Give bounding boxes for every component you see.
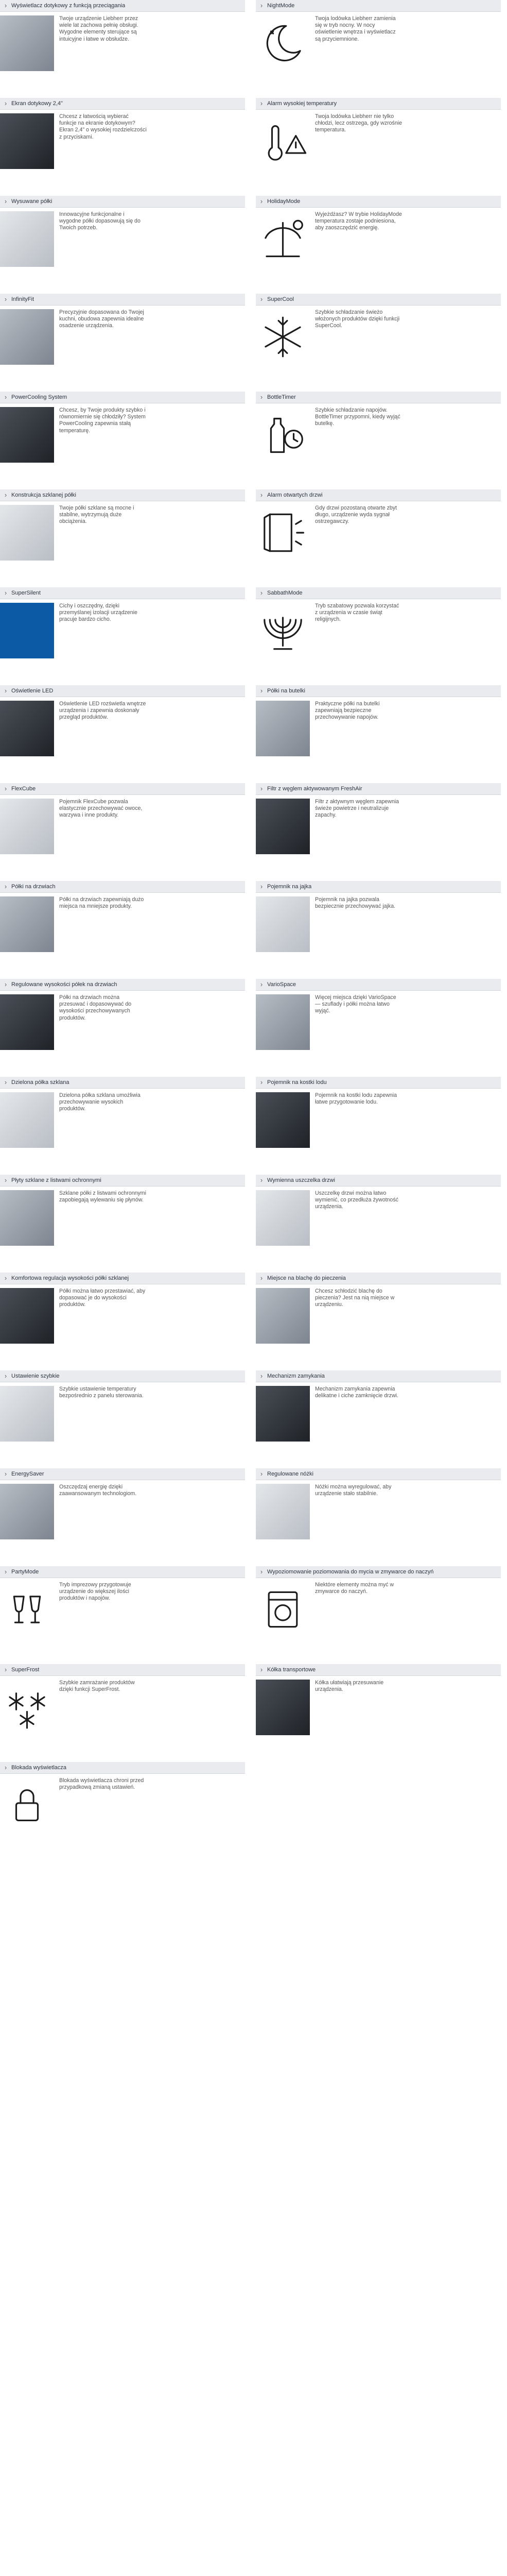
door-seal-photo — [256, 1190, 310, 1246]
feature-title: Płyty szklane z listwami ochronnymi — [11, 1177, 101, 1183]
feature-title: FlexCube — [11, 786, 36, 792]
feature-header[interactable] — [0, 1468, 245, 1480]
glass-plate-photo — [0, 1190, 54, 1246]
feature-title: VarioSpace — [267, 981, 296, 988]
feature-description: Szybkie ustawienie temperatury bezpośrednio z panelu sterowania. — [59, 1386, 144, 1399]
chevron-right-icon: › — [4, 491, 7, 499]
feature-title: Ekran dotykowy 2,4" — [11, 100, 63, 107]
fresh-air-filter-photo — [256, 799, 310, 854]
feature-card — [0, 1370, 245, 1445]
feature-card — [256, 587, 501, 662]
feature-description: Twoje półki szklane są mocne i stabilne, wytrzymują duże obciążenia. — [59, 505, 134, 525]
feature-card — [0, 881, 245, 955]
chevron-right-icon: › — [4, 197, 7, 205]
feature-title: Wyświetlacz dotykowy z funkcją przeciągania — [11, 3, 126, 9]
feature-title: SabbathMode — [267, 590, 303, 596]
feature-header[interactable] — [256, 1370, 501, 1382]
feature-description: Twoja lodówka Liebherr nie tylko chłodzi, lecz ostrzega, gdy wzrośnie temperatura. — [315, 113, 402, 133]
feature-card — [0, 392, 245, 466]
feature-header[interactable] — [0, 1566, 245, 1578]
feature-card — [0, 489, 245, 564]
feature-description: Chcesz schłodzić blachę do pieczenia? Jest na nią miejsce w urządzeniu. — [315, 1288, 395, 1308]
feature-card — [0, 294, 245, 368]
feature-description: Praktyczne półki na butelki zapewniają bezpieczne przechowywanie napojów. — [315, 701, 380, 721]
infinityfit-photo — [0, 309, 54, 365]
feature-card — [256, 1664, 501, 1738]
feature-description: Innowacyjne funkcjonalne i wygodne półki dopasowują się do Twoich potrzeb. — [59, 211, 141, 231]
door-alarm-icon — [256, 505, 310, 561]
feature-header[interactable] — [256, 294, 501, 306]
feature-card — [256, 1273, 501, 1347]
feature-description: Dzielona półka szklana umożliwia przechowywanie wysokich produktów. — [59, 1092, 141, 1112]
transport-wheels-photo — [256, 1680, 310, 1735]
feature-header[interactable] — [256, 489, 501, 501]
feature-header[interactable] — [0, 196, 245, 208]
feature-description: Blokada wyświetlacza chroni przed przypadkową zmianą ustawień. — [59, 1777, 144, 1791]
chevron-right-icon: › — [4, 295, 7, 303]
feature-card — [256, 685, 501, 759]
feature-description: Półki na drzwiach zapewniają dużo miejsca na mniejsze produkty. — [59, 896, 144, 910]
feature-title: SuperFrost — [11, 1667, 40, 1673]
feature-description: Precyzyjnie dopasowana do Twojej kuchni, obudowa zapewnia idealne osadzenie urządzenia. — [59, 309, 144, 329]
feature-card — [256, 979, 501, 1053]
feature-description: Półki można łatwo przestawiać, aby dopasować je do wysokości produktów. — [59, 1288, 146, 1308]
chevron-right-icon: › — [4, 785, 7, 792]
display-lock-icon — [0, 1777, 54, 1833]
feature-title: InfinityFit — [11, 296, 34, 302]
feature-card — [0, 587, 245, 662]
feature-title: Regulowane wysokości półek na drzwiach — [11, 981, 117, 988]
chevron-right-icon: › — [260, 1666, 263, 1673]
touchscreen-photo — [0, 113, 54, 169]
chevron-right-icon: › — [4, 1372, 7, 1380]
moon-icon — [256, 15, 310, 71]
temperature-alarm-icon — [256, 113, 310, 169]
chevron-right-icon: › — [260, 197, 263, 205]
feature-card — [0, 1468, 245, 1543]
chevron-right-icon: › — [4, 1470, 7, 1478]
party-glasses-icon — [0, 1582, 54, 1637]
chevron-right-icon: › — [4, 883, 7, 890]
feature-card — [0, 783, 245, 857]
closing-mechanism-photo — [256, 1386, 310, 1442]
feature-description: Chcesz z łatwością wybierać funkcje na ekranie dotykowym? Ekran 2,4" o wysokiej rozdzielczości z przyciskami. — [59, 113, 147, 140]
feature-header[interactable] — [0, 0, 245, 12]
feature-description: Twoja lodówka Liebherr zamienia się w tryb nocny. W nocy oświetlenie wnętrza i wyświetlacz są przyciemnione. — [315, 15, 396, 42]
feature-header[interactable] — [256, 1468, 501, 1480]
chevron-right-icon: › — [260, 393, 263, 401]
feature-card — [256, 881, 501, 955]
feature-description: Gdy drzwi pozostaną otwarte zbyt długo, urządzenie wyda sygnał ostrzegawczy. — [315, 505, 397, 525]
egg-tray-photo — [256, 896, 310, 952]
feature-title: SuperCool — [267, 296, 294, 302]
feature-header[interactable] — [256, 1664, 501, 1676]
feature-description: Szybkie zamrażanie produktów dzięki funkcji SuperFrost. — [59, 1680, 135, 1693]
feature-card — [0, 1664, 245, 1738]
feature-description: Tryb imprezowy przygotowuje urządzenie do większej ilości produktów i napojów. — [59, 1582, 131, 1602]
feature-description: Tryb szabatowy pozwala korzystać z urządzenia w czasie świąt religijnych. — [315, 603, 399, 623]
chevron-right-icon: › — [260, 1274, 263, 1282]
feature-description: Mechanizm zamykania zapewnia delikatne i ciche zamknięcie drzwi. — [315, 1386, 398, 1399]
feature-description: Więcej miejsca dzięki VarioSpace — szuflady i półki można łatwo wyjąć. — [315, 994, 396, 1014]
chevron-right-icon: › — [4, 589, 7, 597]
powercooling-photo — [0, 407, 54, 463]
feature-header[interactable] — [256, 0, 501, 12]
chevron-right-icon: › — [4, 1274, 7, 1282]
feature-card — [256, 196, 501, 270]
feature-header[interactable] — [256, 685, 501, 697]
feature-header[interactable] — [256, 1175, 501, 1187]
feature-card — [0, 0, 245, 74]
feature-header[interactable] — [0, 881, 245, 893]
feature-header[interactable] — [0, 392, 245, 403]
chevron-right-icon: › — [4, 980, 7, 988]
shelf-height-photo — [0, 1288, 54, 1344]
chevron-right-icon: › — [4, 1764, 7, 1771]
chevron-right-icon: › — [260, 491, 263, 499]
supersilent-badge — [0, 603, 54, 658]
feature-description: Nóżki można wyregulować, aby urządzenie stało stabilnie. — [315, 1484, 392, 1497]
chevron-right-icon: › — [260, 2, 263, 9]
ice-tray-photo — [256, 1092, 310, 1148]
superfrost-icon — [0, 1680, 54, 1735]
feature-title: PartyMode — [11, 1569, 39, 1575]
feature-card — [256, 1077, 501, 1151]
feature-description: Pojemnik na kostki lodu zapewnia łatwe przygotowanie lodu. — [315, 1092, 397, 1106]
feature-description: Pojemnik na jajka pozwala bezpiecznie przechowywać jajka. — [315, 896, 396, 910]
dishwasher-hands-icon — [256, 1582, 310, 1637]
split-glass-shelf-photo — [0, 1092, 54, 1148]
feature-header[interactable] — [256, 979, 501, 991]
feature-card — [256, 1370, 501, 1445]
holiday-umbrella-icon — [256, 211, 310, 267]
feature-header[interactable] — [256, 587, 501, 599]
feature-header[interactable] — [0, 685, 245, 697]
feature-card — [256, 294, 501, 368]
energysaver-photo — [0, 1484, 54, 1539]
chevron-right-icon: › — [4, 2, 7, 9]
chevron-right-icon: › — [260, 1078, 263, 1086]
feature-description: Oświetlenie LED rozświetla wnętrze urządzenia i zapewnia doskonały przegląd produktów. — [59, 701, 146, 721]
feature-description: Szklane półki z listwami ochronnymi zapobiegają wylewaniu się płynów. — [59, 1190, 146, 1204]
shelves-photo — [0, 211, 54, 267]
feature-description: Oszczędzaj energię dzięki zaawansowanym technologiom. — [59, 1484, 137, 1497]
feature-header[interactable] — [256, 783, 501, 795]
feature-title: Mechanizm zamykania — [267, 1373, 325, 1379]
feature-header[interactable] — [0, 1273, 245, 1284]
feature-header[interactable] — [0, 1175, 245, 1187]
feature-description: Cichy i oszczędny, dzięki przemyślanej izolacji urządzenie pracuje bardzo cicho. — [59, 603, 137, 623]
feature-card — [0, 1077, 245, 1151]
feature-card — [0, 196, 245, 270]
chevron-right-icon: › — [260, 1372, 263, 1380]
feature-header[interactable] — [0, 783, 245, 795]
feature-description: Pojemnik FlexCube pozwala elastycznie przechowywać owoce, warzywa i inne produkty. — [59, 799, 143, 819]
feature-header[interactable] — [256, 881, 501, 893]
feature-card — [256, 0, 501, 74]
feature-card — [256, 98, 501, 172]
feature-card — [0, 979, 245, 1053]
door-shelves-photo — [0, 896, 54, 952]
feature-card — [256, 1566, 501, 1640]
feature-title: Filtr z węglem aktywowanym FreshAir — [267, 786, 362, 792]
led-photo — [0, 701, 54, 756]
feature-header[interactable] — [0, 979, 245, 991]
feature-title: Wypoziomowanie poziomowania do mycia w zmywarce do naczyń — [267, 1569, 434, 1575]
chevron-right-icon: › — [4, 1666, 7, 1673]
feature-header[interactable] — [0, 1664, 245, 1676]
feature-title: Półki na butelki — [267, 688, 305, 694]
chevron-right-icon: › — [4, 393, 7, 401]
feature-card — [0, 1273, 245, 1347]
feature-header[interactable] — [256, 1273, 501, 1284]
feature-header[interactable] — [0, 1077, 245, 1089]
feature-title: Ustawienie szybkie — [11, 1373, 60, 1379]
menorah-icon — [256, 603, 310, 658]
chevron-right-icon: › — [4, 99, 7, 107]
feature-title: NightMode — [267, 3, 295, 9]
feature-description: Uszczelkę drzwi można łatwo wymienić, co przedłuża żywotność urządzenia. — [315, 1190, 398, 1210]
chevron-right-icon: › — [260, 295, 263, 303]
chevron-right-icon: › — [260, 589, 263, 597]
feature-card — [256, 783, 501, 857]
feature-title: Komfortowa regulacja wysokości półki szklanej — [11, 1275, 129, 1281]
feature-description: Filtr z aktywnym węglem zapewnia świeże powietrze i neutralizuje zapachy. — [315, 799, 399, 819]
feature-card — [0, 1175, 245, 1249]
feature-description: Niektóre elementy można myć w zmywarce do naczyń. — [315, 1582, 394, 1595]
chevron-right-icon: › — [260, 1470, 263, 1478]
quick-setting-photo — [0, 1386, 54, 1442]
feature-description: Półki na drzwiach można przesuwać i dopasowywać do wysokości przechowywanych produktów. — [59, 994, 132, 1021]
adjustable-door-shelf-photo — [0, 994, 54, 1050]
feature-card — [256, 392, 501, 466]
glass-shelf-photo — [0, 505, 54, 561]
feature-card — [0, 685, 245, 759]
feature-title: Półki na drzwiach — [11, 884, 56, 890]
feature-title: HolidayMode — [267, 198, 301, 205]
flexcube-photo — [0, 799, 54, 854]
chevron-right-icon: › — [260, 687, 263, 694]
feature-card — [256, 489, 501, 564]
snowflake-icon — [256, 309, 310, 365]
feature-title: Dzielona półka szklana — [11, 1079, 69, 1086]
baking-tray-photo — [256, 1288, 310, 1344]
feature-title: Oświetlenie LED — [11, 688, 54, 694]
feature-header[interactable] — [0, 587, 245, 599]
feature-title: BottleTimer — [267, 394, 296, 400]
feature-header[interactable] — [256, 392, 501, 403]
feature-title: Alarm wysokiej temperatury — [267, 100, 337, 107]
chevron-right-icon: › — [4, 1078, 7, 1086]
feature-description: Szybkie schładzanie świeżo włożonych produktów dzięki funkcji SuperCool. — [315, 309, 400, 329]
feature-description: Wyjeżdżasz? W trybie HolidayMode temperatura zostaje podniesiona, aby zaoszczędzić energię. — [315, 211, 402, 231]
chevron-right-icon: › — [4, 1176, 7, 1184]
feature-title: Wysuwane półki — [11, 198, 53, 205]
chevron-right-icon: › — [260, 883, 263, 890]
adjustable-feet-photo — [256, 1484, 310, 1539]
chevron-right-icon: › — [260, 1568, 263, 1575]
chevron-right-icon: › — [260, 980, 263, 988]
feature-title: Konstrukcja szklanej półki — [11, 492, 76, 498]
variospace-photo — [256, 994, 310, 1050]
chevron-right-icon: › — [260, 785, 263, 792]
touch-display-photo — [0, 15, 54, 71]
feature-description: Kółka ułatwiają przesuwanie urządzenia. — [315, 1680, 384, 1693]
feature-header[interactable] — [256, 98, 501, 110]
feature-title: PowerCooling System — [11, 394, 67, 400]
feature-header[interactable] — [0, 489, 245, 501]
feature-description: Szybkie schładzanie napojów. BottleTimer przypomni, kiedy wyjąć butelkę. — [315, 407, 400, 427]
feature-card — [0, 98, 245, 172]
feature-card — [0, 1566, 245, 1640]
feature-description: Chcesz, by Twoje produkty szybko i równomiernie się chłodziły? System PowerCooling zapewnia stałą temperaturę. — [59, 407, 146, 434]
feature-title: EnergySaver — [11, 1471, 44, 1477]
chevron-right-icon: › — [4, 687, 7, 694]
chevron-right-icon: › — [260, 1176, 263, 1184]
feature-title: Pojemnik na kostki lodu — [267, 1079, 327, 1086]
bottle-timer-icon — [256, 407, 310, 463]
feature-title: Kółka transportowe — [267, 1667, 316, 1673]
feature-title: Pojemnik na jajka — [267, 884, 312, 890]
chevron-right-icon: › — [260, 99, 263, 107]
feature-card — [0, 1762, 245, 1836]
feature-header[interactable] — [0, 98, 245, 110]
feature-header[interactable] — [256, 1077, 501, 1089]
feature-title: SuperSilent — [11, 590, 41, 596]
feature-header[interactable] — [0, 294, 245, 306]
feature-header[interactable] — [0, 1370, 245, 1382]
feature-card — [256, 1468, 501, 1543]
feature-title: Wymienna uszczelka drzwi — [267, 1177, 335, 1183]
feature-title: Miejsce na blachę do pieczenia — [267, 1275, 346, 1281]
feature-title: Regulowane nóżki — [267, 1471, 313, 1477]
feature-title: Blokada wyświetlacza — [11, 1765, 66, 1771]
feature-card — [256, 1175, 501, 1249]
bottle-shelf-photo — [256, 701, 310, 756]
feature-header[interactable] — [256, 196, 501, 208]
chevron-right-icon: › — [4, 1568, 7, 1575]
feature-title: Alarm otwartych drzwi — [267, 492, 323, 498]
feature-header[interactable] — [256, 1566, 501, 1578]
feature-header[interactable] — [0, 1762, 245, 1774]
feature-description: Twoje urządzenie Liebherr przez wiele lat zachowa pełnię obsługi. Wygodne elementy sterujące są intuicyjne i łatwe w obsłudze. — [59, 15, 138, 42]
